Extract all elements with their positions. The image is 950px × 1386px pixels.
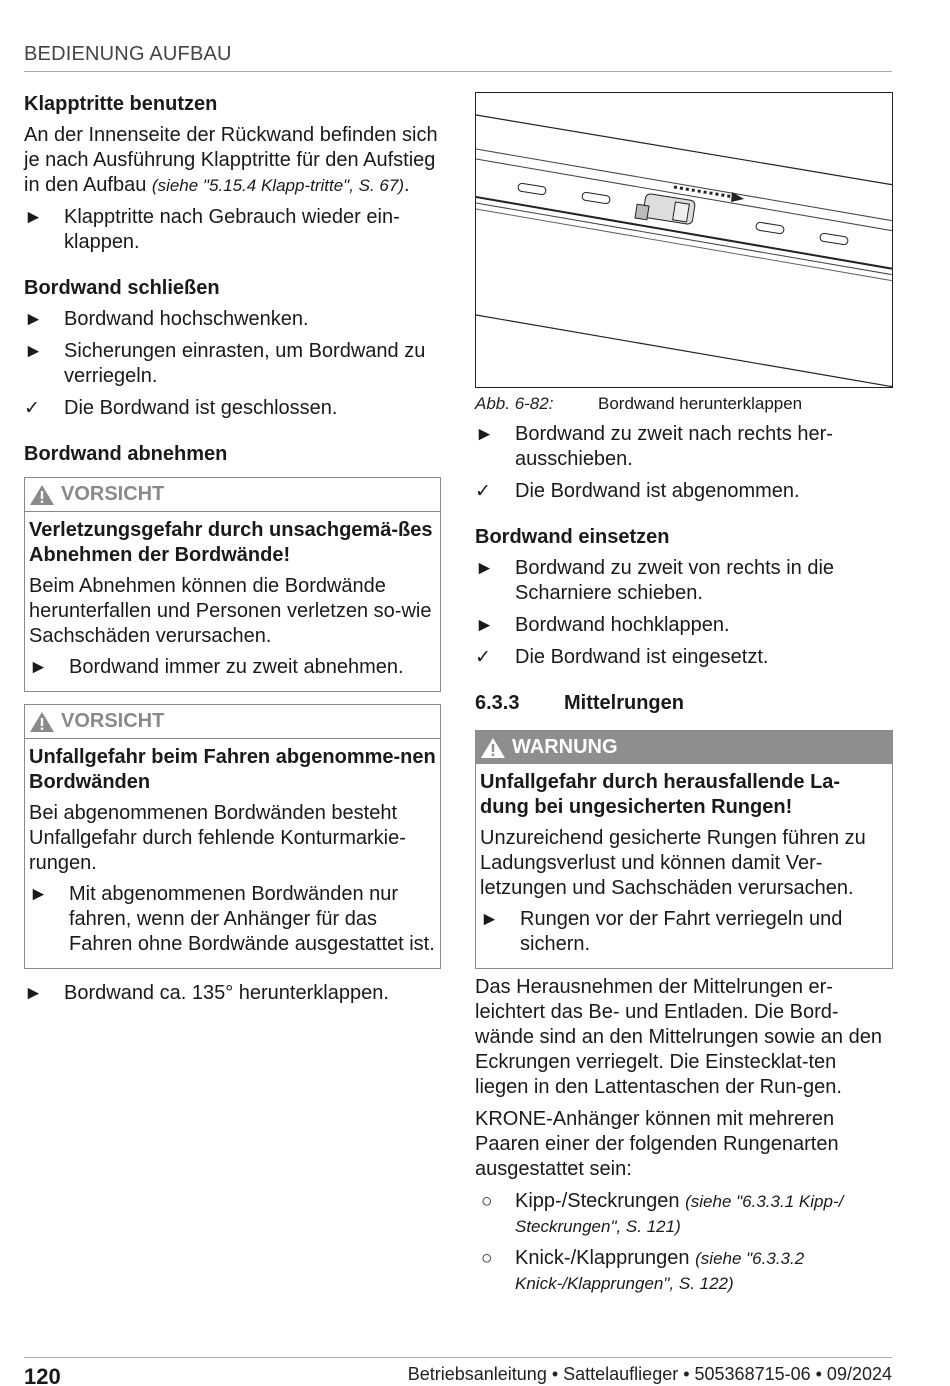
caution-header: VORSICHT xyxy=(25,705,440,739)
result-item: ✓ Die Bordwand ist abgenommen. xyxy=(475,480,800,502)
paragraph-mittelrungen: Das Herausnehmen der Mittelrungen er-leichtert das Be- und Entladen. Die Bord-wände sind an den Mittelrungen sowie an den Eckrungen verriegelt. Die Einstecklat-ten liegen in den Lattentaschen der Run-gen. xyxy=(475,976,882,1098)
checkmark-icon: ✓ xyxy=(475,647,491,668)
checkmark-icon: ✓ xyxy=(475,481,491,502)
warning-text: Unzureichend gesicherte Rungen führen zu Ladungsverlust und können damit Ver-letzungen und Sachschäden verursachen. xyxy=(480,827,866,899)
step-marker-icon: ► xyxy=(475,615,494,636)
step-marker-icon: ► xyxy=(24,309,43,330)
result-item: ✓ Die Bordwand ist geschlossen. xyxy=(24,397,338,419)
option-item: ○ Kipp-/Steckrungen (siehe "6.3.3.1 Kipp-/ Steckrungen", S. 121) xyxy=(475,1189,893,1239)
option-item: ○ Knick-/Klapprungen (siehe "6.3.3.2 Knick-/Klapprungen", S. 122) xyxy=(475,1246,893,1296)
right-column xyxy=(475,92,893,1303)
caution-box xyxy=(24,704,441,969)
figure-bordwand xyxy=(475,92,893,388)
step-item: ► Sicherungen einrasten, um Bordwand zu verriegeln. xyxy=(24,340,426,387)
step-marker-icon: ► xyxy=(24,983,43,1004)
section-number: 6.3.3 xyxy=(475,692,520,714)
caution-text: Bei abgenommenen Bordwänden besteht Unfallgefahr durch fehlende Konturmarkie-rungen. xyxy=(29,802,406,874)
step-item: ► Bordwand ca. 135° herunterklappen. xyxy=(24,982,389,1004)
heading-bordwand-abnehmen: Bordwand abnehmen xyxy=(24,443,228,465)
step-item: ► Rungen vor der Fahrt verriegeln und sichern. xyxy=(480,908,843,955)
page-number: 120 xyxy=(24,1364,61,1386)
heading-klapptritte: Klapptritte benutzen xyxy=(24,93,218,115)
warning-title: Unfallgefahr durch herausfallende La-dung bei ungesicherten Rungen! xyxy=(480,771,841,818)
caution-header: VORSICHT xyxy=(25,478,440,512)
tailgate-illustration xyxy=(476,93,893,388)
caution-title: Verletzungsgefahr durch unsachgemä-ßes Abnehmen der Bordwände! xyxy=(29,519,433,566)
step-marker-icon: ► xyxy=(24,341,43,362)
left-column xyxy=(24,92,441,1013)
cross-reference[interactable]: (siehe "6.3.3.2 Knick-/Klapprungen", S. 122) xyxy=(515,1249,805,1293)
warning-triangle-icon xyxy=(480,737,506,759)
warning-box xyxy=(475,730,893,969)
figure-caption xyxy=(475,394,893,414)
step-marker-icon: ► xyxy=(480,909,499,930)
footer-document-info: Betriebsanleitung • Sattelauflieger • 505368715-06 • 09/2024 xyxy=(407,1364,892,1384)
circle-bullet-icon: ○ xyxy=(481,1248,493,1269)
paragraph-klapptritte: An der Innenseite der Rückwand befinden sich je nach Ausführung Klapptritte für den Aufstieg in den Aufbau (siehe "5.15.4 Klapp-tritte", S. 67). xyxy=(24,124,438,196)
running-header: BEDIENUNG AUFBAU xyxy=(24,43,232,65)
step-item: ► Bordwand immer zu zweit abnehmen. xyxy=(29,656,404,678)
header-rule xyxy=(24,71,892,72)
warning-triangle-icon xyxy=(29,484,55,506)
step-item: ► Mit abgenommenen Bordwänden nur fahren, wenn der Anhänger für das Fahren ohne Bordwände ausgestattet ist. xyxy=(29,883,435,955)
caution-title: Unfallgefahr beim Fahren abgenomme-nen Bordwänden xyxy=(29,746,436,793)
paragraph-rungenarten: KRONE-Anhänger können mit mehreren Paaren einer der folgenden Rungenarten ausgestattet sein: xyxy=(475,1108,839,1180)
checkmark-icon: ✓ xyxy=(24,398,40,419)
step-marker-icon: ► xyxy=(29,884,48,905)
step-item: ► Bordwand zu zweit von rechts in die Scharniere schieben. xyxy=(475,557,835,604)
figure-label: Abb. 6-82: xyxy=(475,394,554,413)
caution-text: Beim Abnehmen können die Bordwände herunterfallen und Personen verletzen so-wie Sachschäden verursachen. xyxy=(29,575,432,647)
warning-triangle-icon xyxy=(29,711,55,733)
warning-header: WARNUNG xyxy=(476,731,892,764)
step-item: ► Bordwand hochklappen. xyxy=(475,614,730,636)
figure-title: Bordwand herunterklappen xyxy=(598,394,803,413)
result-item: ✓ Die Bordwand ist eingesetzt. xyxy=(475,646,769,668)
step-marker-icon: ► xyxy=(475,424,494,445)
circle-bullet-icon: ○ xyxy=(481,1191,493,1212)
step-marker-icon: ► xyxy=(29,657,48,678)
cross-reference[interactable]: (siehe "5.15.4 Klapp-tritte", S. 67) xyxy=(151,176,404,195)
caution-box xyxy=(24,477,441,692)
step-item: ► Bordwand hochschwenken. xyxy=(24,308,309,330)
section-heading-mittelrungen xyxy=(475,691,893,716)
step-marker-icon: ► xyxy=(475,558,494,579)
section-title: Mittelrungen xyxy=(564,692,684,714)
heading-bordwand-einsetzen: Bordwand einsetzen xyxy=(475,526,670,548)
cross-reference[interactable]: (siehe "6.3.3.1 Kipp-/ Steckrungen", S. 121) xyxy=(515,1192,844,1236)
heading-bordwand-schliessen: Bordwand schließen xyxy=(24,277,220,299)
step-marker-icon: ► xyxy=(24,207,43,228)
step-item: ► Bordwand zu zweit nach rechts her-ausschieben. xyxy=(475,423,833,470)
footer-rule xyxy=(24,1357,892,1358)
step-item: ► Klapptritte nach Gebrauch wieder ein-klappen. xyxy=(24,206,400,253)
